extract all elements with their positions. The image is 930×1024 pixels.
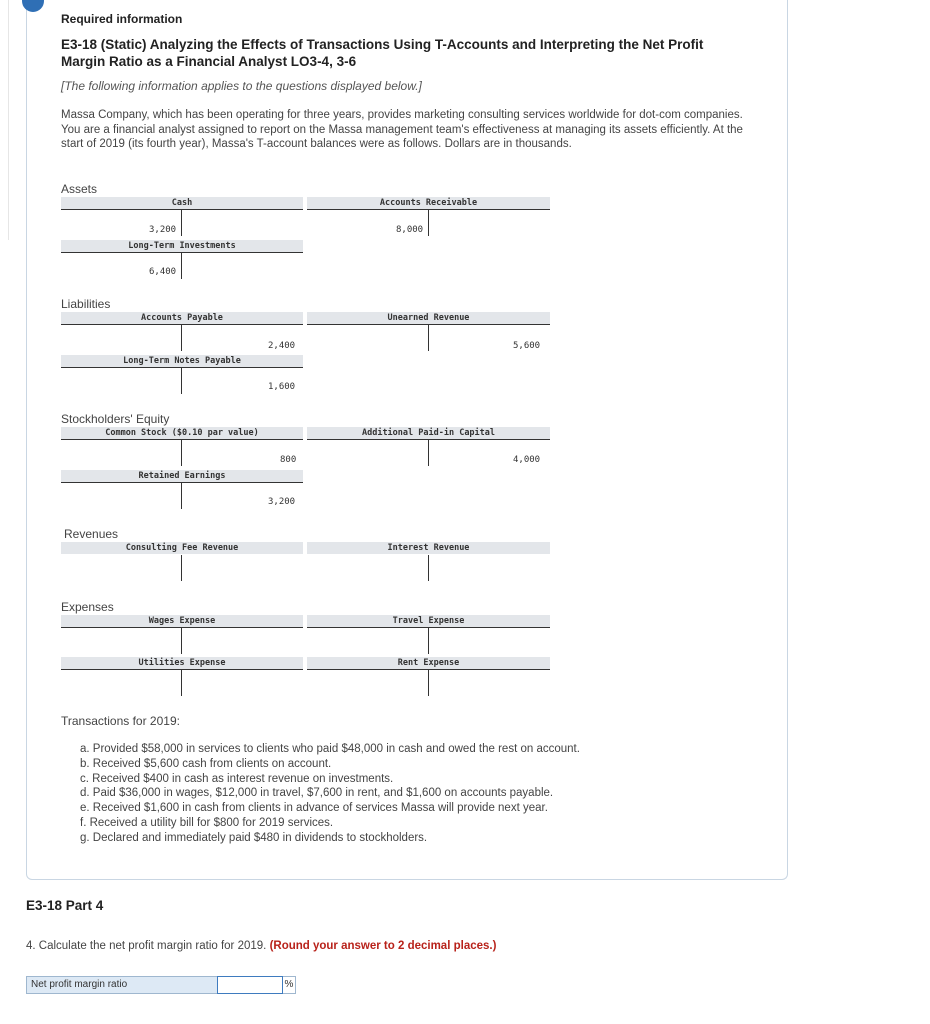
transaction-item: f. Received a utility bill for $800 for 2019 services. — [80, 816, 334, 829]
applies-note: [The following information applies to the questions displayed below.] — [61, 79, 422, 93]
t-account-divider — [428, 210, 429, 236]
t-account-divider — [428, 325, 429, 351]
t-account-debit: 6,400 — [149, 267, 177, 277]
t-account-title: Rent Expense — [307, 657, 550, 670]
t-account-credit: 5,600 — [513, 341, 541, 351]
t-account-credit: 4,000 — [513, 455, 541, 465]
section-liabilities: Liabilities — [61, 297, 111, 311]
percent-unit: % — [283, 976, 296, 994]
t-account-title: Additional Paid-in Capital — [307, 427, 550, 440]
t-account-divider — [428, 628, 429, 654]
t-account-divider — [428, 440, 429, 466]
transaction-item: d. Paid $36,000 in wages, $12,000 in travel, $7,600 in rent, and $1,600 on accounts payable. — [80, 787, 554, 800]
t-account-debit: 8,000 — [396, 225, 424, 235]
t-account-divider — [181, 440, 182, 466]
transactions-heading: Transactions for 2019: — [61, 714, 180, 728]
section-equity: Stockholders' Equity — [61, 412, 170, 426]
t-account-title: Travel Expense — [307, 615, 550, 628]
transaction-item: a. Provided $58,000 in services to clients who paid $48,000 in cash and owed the rest on account. — [80, 743, 580, 755]
section-assets: Assets — [61, 182, 98, 196]
t-account-divider — [428, 670, 429, 696]
t-account-credit: 1,600 — [268, 382, 296, 392]
problem-title-line1: E3-18 (Static) Analyzing the Effects of Transactions Using T-Accounts and Interpreting the Net Profit — [61, 37, 704, 52]
t-account-title: Unearned Revenue — [307, 312, 550, 325]
t-account-divider — [181, 368, 182, 394]
t-account-title: Cash — [61, 197, 303, 210]
question-text — [26, 940, 496, 952]
t-account-credit: 2,400 — [268, 341, 296, 351]
t-account-title: Interest Revenue — [307, 542, 550, 554]
t-account-title: Accounts Receivable — [307, 197, 550, 210]
t-account-divider — [181, 253, 182, 279]
transaction-item: e. Received $1,600 in cash from clients in advance of services Massa will provide next year. — [80, 802, 548, 815]
answer-row — [26, 976, 296, 994]
t-account-divider — [181, 555, 182, 581]
t-account-divider — [181, 670, 182, 696]
transaction-item: c. Received $400 in cash as interest revenue on investments. — [80, 772, 394, 785]
t-account-title: Long-Term Notes Payable — [61, 355, 303, 368]
problem-title — [61, 36, 761, 70]
t-account-title: Long-Term Investments — [61, 240, 303, 253]
problem-title-line2: Margin Ratio as a Financial Analyst LO3-4, 3-6 — [61, 54, 357, 69]
t-account-title: Wages Expense — [61, 615, 303, 628]
t-account-divider — [181, 325, 182, 351]
t-account-divider — [181, 628, 182, 654]
t-account-title: Retained Earnings — [61, 470, 303, 483]
t-account-divider — [181, 483, 182, 509]
net-profit-margin-input[interactable] — [217, 976, 283, 994]
part-heading: E3-18 Part 4 — [26, 898, 104, 913]
transaction-item: b. Received $5,600 cash from clients on account. — [80, 757, 332, 770]
transactions-list — [80, 742, 580, 846]
t-account-title: Utilities Expense — [61, 657, 303, 670]
section-expenses: Expenses — [61, 600, 114, 614]
t-account-divider — [181, 210, 182, 236]
t-account-credit: 3,200 — [268, 497, 296, 507]
t-account-debit: 3,200 — [149, 225, 177, 235]
t-account-divider — [428, 555, 429, 581]
transaction-item: g. Declared and immediately paid $480 in dividends to stockholders. — [80, 831, 428, 844]
question-emphasis: (Round your answer to 2 decimal places.) — [269, 940, 497, 952]
t-account-title: Common Stock ($0.10 par value) — [61, 427, 303, 440]
answer-label: Net profit margin ratio — [26, 976, 217, 994]
t-account-credit: 800 — [280, 455, 297, 465]
intro-paragraph: Massa Company, which has been operating for three years, provides marketing consulting services worldwide for dot-com companies. You are a financial analyst assigned to report on the Massa management team's effectiveness at managing its assets efficiently. At the start of 2019 (its fourth year), Massa's T-account balances were as follows. Dollars are in thousands. — [61, 109, 743, 150]
t-account-title: Consulting Fee Revenue — [61, 542, 303, 554]
question-prefix: 4. Calculate the net profit margin ratio for 2019. — [26, 940, 267, 952]
section-revenues: Revenues — [64, 527, 119, 541]
left-edge-panel — [0, 0, 9, 240]
required-information-label: Required information — [61, 12, 183, 26]
t-account-title: Accounts Payable — [61, 312, 303, 325]
